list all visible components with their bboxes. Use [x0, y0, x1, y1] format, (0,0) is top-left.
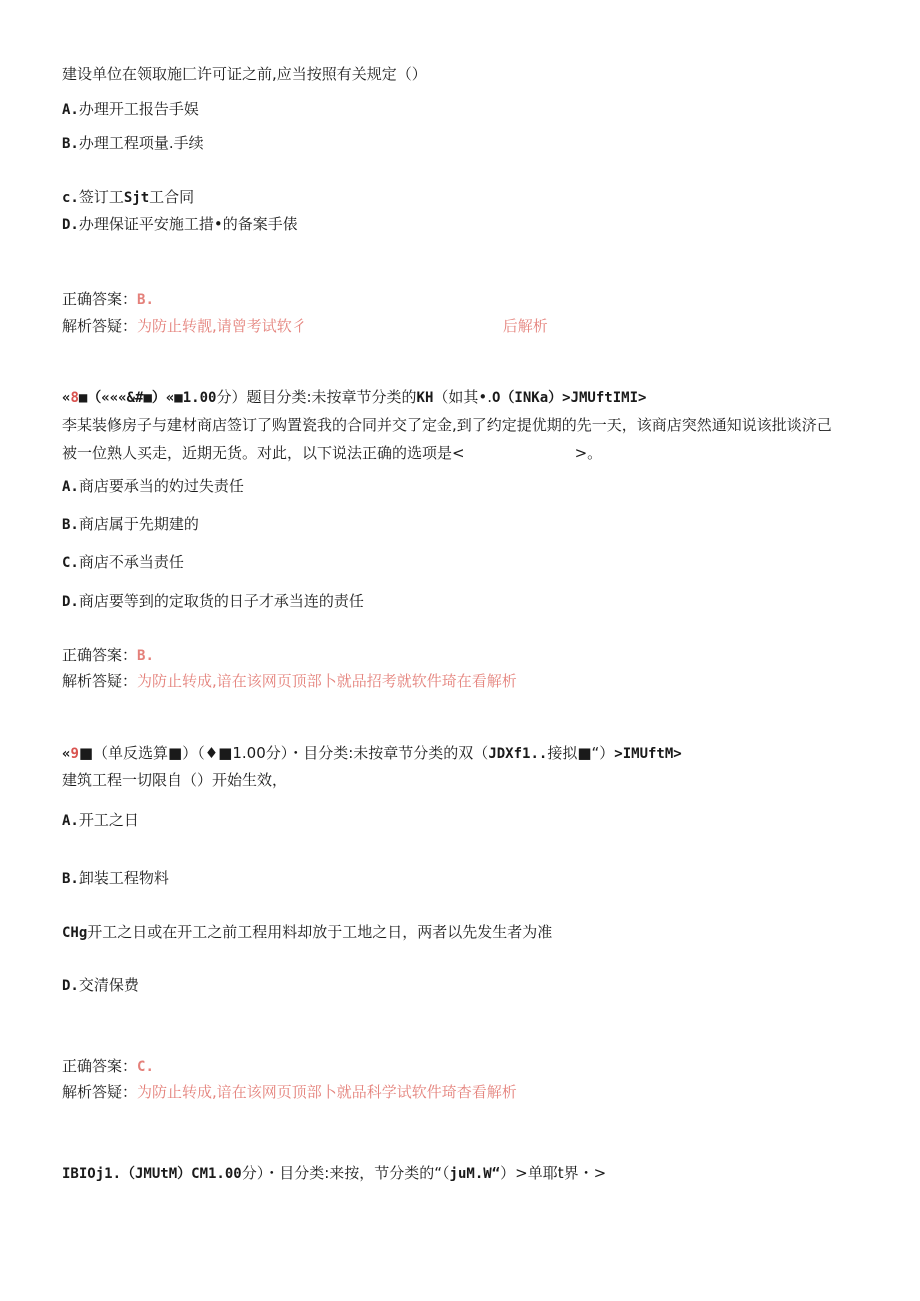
question-meta-tail: ）>单耶t界・> — [500, 1164, 607, 1182]
q8-answer — [62, 645, 154, 666]
analysis-text[interactable]: 为防止转成,谙在该网页顶部卜就品招考就软件琦在看解析 — [137, 672, 517, 690]
q9-option-d — [62, 975, 139, 996]
answer-value: C. — [137, 1059, 154, 1075]
question-code: JDXf1.. — [488, 746, 548, 762]
q9-option-a — [62, 810, 139, 831]
question-marker: « — [62, 390, 71, 406]
question-number: 8 — [70, 390, 79, 406]
option-text: 办理保证平安施工措•的备案手俵 — [78, 215, 298, 233]
option-letter: A. — [62, 479, 79, 495]
question-number: 9 — [70, 746, 79, 762]
option-text: 办理工程项量.手续 — [78, 134, 204, 152]
option-text: 交清保费 — [78, 976, 139, 994]
option-text: 商店要承当的妁过失责任 — [78, 477, 244, 495]
stem-text: 被一位熟人买走，近期无货。对此，以下说法正确的选项是< — [62, 444, 465, 462]
answer-value: B. — [137, 648, 154, 664]
stem-text-tail: >。 — [574, 444, 603, 462]
option-letter: A. — [62, 102, 79, 118]
question-meta-code: >IMUftM> — [614, 746, 682, 762]
question-meta: 分）・目分类:未按章节分类的双（ — [265, 744, 489, 762]
q9-option-b — [62, 868, 169, 889]
q9-answer — [62, 1056, 154, 1077]
answer-value: B. — [137, 292, 154, 308]
option-letter: D. — [62, 978, 79, 994]
question-code: juM.W“ — [449, 1166, 501, 1182]
option-letter: c. — [62, 190, 79, 206]
option-text-tail: 工合同 — [149, 188, 195, 206]
question-marker: « — [62, 746, 71, 762]
question-meta-code: O（INKa）>JMUftIMI> — [492, 390, 647, 406]
q8-stem-line2 — [62, 443, 602, 463]
q8-option-d — [62, 591, 364, 612]
option-letter: B. — [62, 136, 79, 152]
option-text: 卸装工程物料 — [78, 869, 169, 887]
q7-option-a — [62, 99, 199, 120]
q8-header — [62, 387, 646, 408]
q7-analysis — [62, 316, 548, 336]
q10-header — [62, 1163, 606, 1184]
question-score: 分）题目分类:未按章节分类的 — [216, 388, 417, 406]
question-meta: （如其•. — [433, 388, 492, 406]
q8-option-a — [62, 476, 244, 497]
question-meta: 分）・目分类:来按，节分类的“（ — [241, 1164, 450, 1182]
option-letter: D. — [62, 217, 79, 233]
option-text: 签订工 — [78, 188, 124, 206]
q9-stem: 建筑工程一切限自（）开始生效， — [62, 771, 288, 789]
q8-analysis — [62, 671, 517, 691]
option-letter: D. — [62, 594, 79, 610]
option-text: 开工之日 — [78, 811, 139, 829]
option-text: 商店要等到的定取货的日子才承当连的责任 — [78, 592, 364, 610]
q9-header — [62, 743, 682, 764]
analysis-label: 解析答疑： — [62, 672, 138, 690]
question-type: IBIOj1.（JMUtM）CM1.00 — [62, 1166, 242, 1182]
option-text: 办理开工报告手娱 — [78, 100, 199, 118]
analysis-text[interactable]: 为防止转成,谙在该网页顶部卜就品科学试软件琦杳看解析 — [137, 1083, 517, 1101]
q7-option-b — [62, 133, 204, 154]
analysis-label: 解析答疑： — [62, 1083, 138, 1101]
option-letter: C. — [62, 555, 79, 571]
option-text: 开工之日或在开工之前工程用料却放于工地之日，两者以先发生者为准 — [87, 923, 553, 941]
q7-option-c — [62, 187, 194, 208]
question-code: KH — [416, 390, 434, 406]
answer-label: 正确答案： — [62, 1057, 138, 1075]
q9-option-c — [62, 922, 552, 943]
option-letter: B. — [62, 871, 79, 887]
option-letter: CHg — [62, 925, 88, 941]
option-text: 商店不承当责任 — [78, 553, 184, 571]
option-text-latin: Sjt — [123, 190, 150, 206]
question-meta-2: 接拟■“） — [547, 744, 615, 762]
q8-option-b — [62, 514, 199, 535]
q9-analysis — [62, 1082, 517, 1102]
answer-label: 正确答案： — [62, 646, 138, 664]
option-letter: A. — [62, 813, 79, 829]
question-type: ■（«««&#■）«■1.00 — [78, 390, 217, 406]
q8-option-c — [62, 552, 184, 573]
q7-answer — [62, 289, 154, 310]
q8-stem-line1: 李某装修房子与建材商店签订了购置瓷我的合同并交了定金,到了约定提优期的先一天，该商店突然通知说该批谈济己 — [62, 416, 832, 434]
q7-option-d — [62, 214, 298, 235]
question-type: ■（单反选算■）（♦■1.00 — [78, 744, 266, 762]
option-text: 商店属于先期建的 — [78, 515, 199, 533]
answer-label: 正确答案： — [62, 290, 138, 308]
analysis-text[interactable]: 为防止转靓,请曾考试软彳 — [137, 317, 307, 335]
analysis-label: 解析答疑： — [62, 317, 138, 335]
analysis-text-tail[interactable]: 后解析 — [502, 317, 548, 335]
option-letter: B. — [62, 517, 79, 533]
q7-stem: 建设单位在领取施匚许可证之前,应当按照有关规定（） — [62, 65, 427, 83]
